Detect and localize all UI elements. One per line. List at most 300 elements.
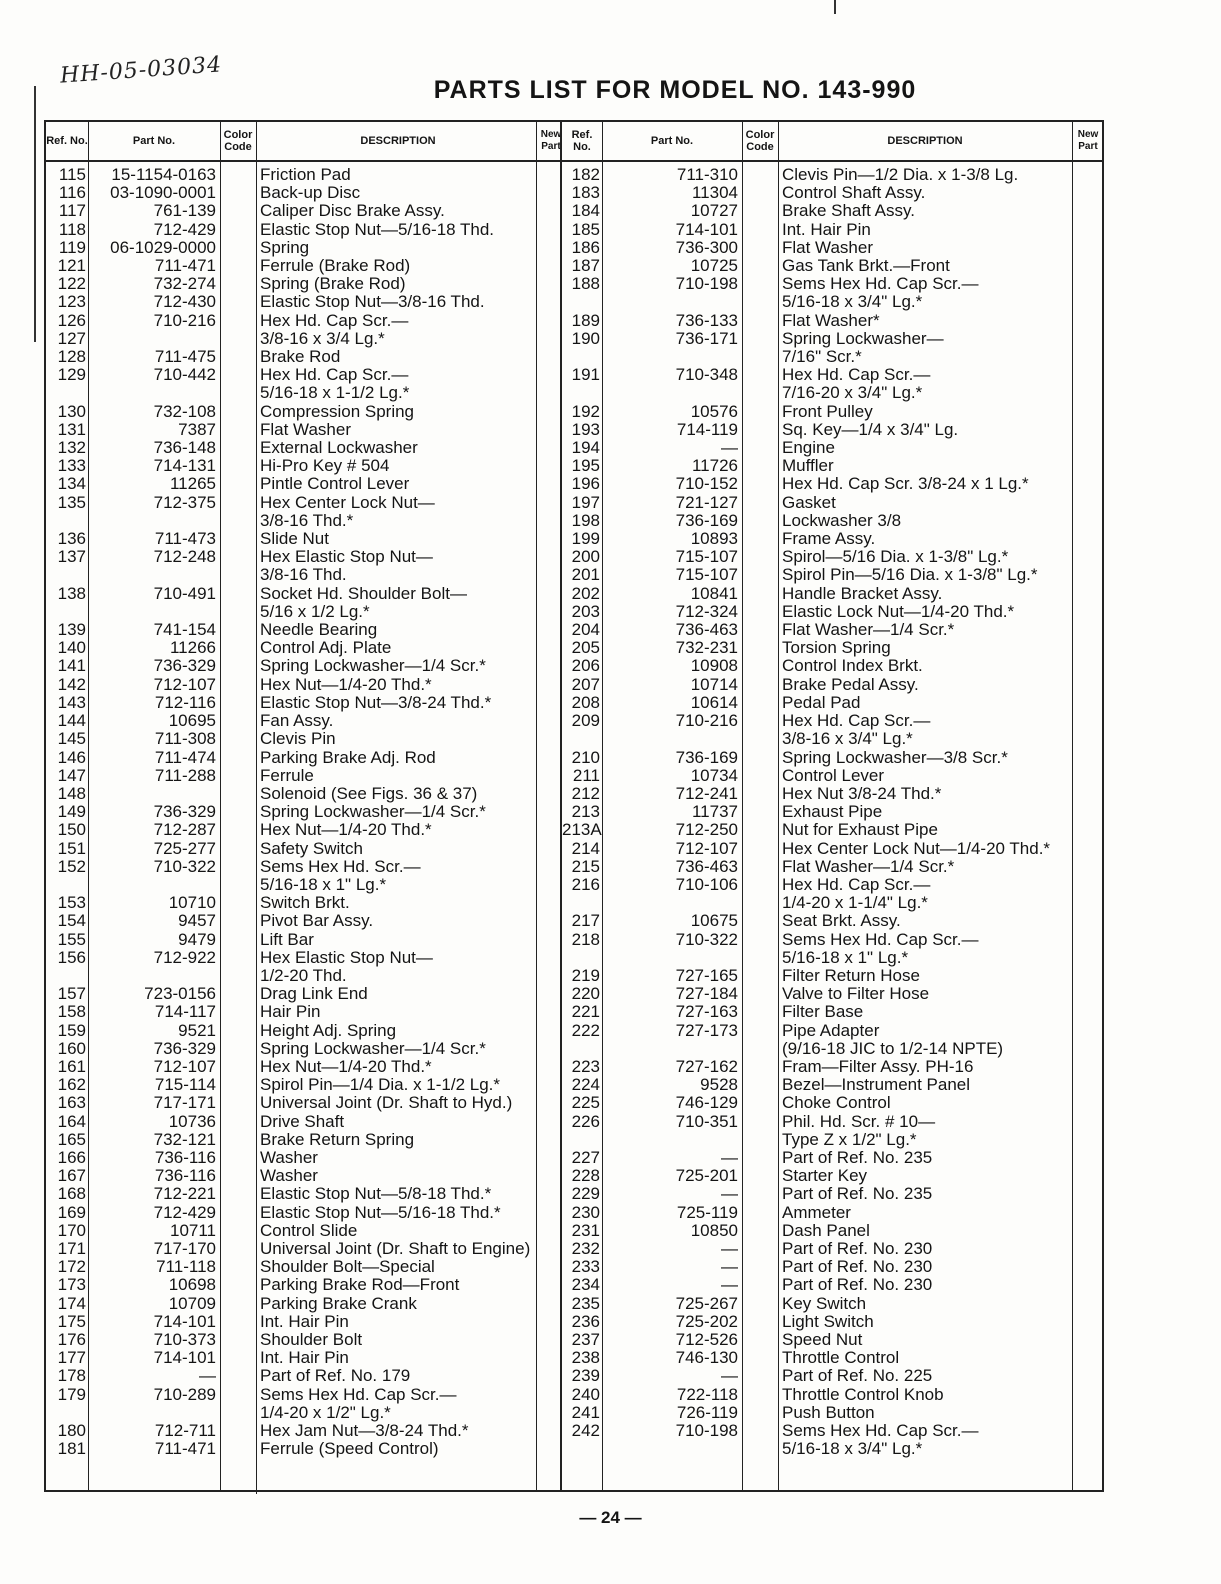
ref-cell: 225 xyxy=(571,1093,600,1113)
part-number-cell: 10695 xyxy=(168,711,216,731)
part-number-cell xyxy=(602,730,742,748)
description-cell: Ferrule xyxy=(260,765,314,785)
part-number-cell: 710-198 xyxy=(675,274,738,294)
part-number-cell: 714-131 xyxy=(153,456,216,476)
description-cell: Spring Lockwasher—1/4 Scr.* xyxy=(260,656,486,676)
table-row xyxy=(562,1276,1102,1294)
ref-cell: 230 xyxy=(571,1202,600,1222)
ref-cell xyxy=(562,384,602,402)
part-number-cell: 9521 xyxy=(178,1020,216,1040)
part-number-cell: 9457 xyxy=(178,911,216,931)
part-number-cell: 11304 xyxy=(691,183,738,203)
ref-cell xyxy=(46,967,88,985)
table-row xyxy=(46,1295,560,1313)
part-number-cell: 727-184 xyxy=(675,984,738,1004)
part-number-cell: 715-107 xyxy=(675,547,738,567)
description-cell: 5/16-18 x 1" Lg.* xyxy=(782,947,909,967)
table-row xyxy=(46,439,560,457)
part-number-cell: 715-107 xyxy=(675,565,738,585)
table-row xyxy=(562,1040,1102,1058)
part-number-cell xyxy=(88,785,220,803)
table-row xyxy=(562,840,1102,858)
part-number-cell: 11737 xyxy=(691,802,738,822)
part-number-cell: 710-198 xyxy=(675,1421,738,1441)
part-number-cell: 714-101 xyxy=(153,1348,216,1368)
description-cell: Hex Nut—1/4-20 Thd.* xyxy=(260,1056,432,1076)
description-cell: Lockwasher 3/8 xyxy=(782,510,902,530)
ref-cell xyxy=(562,293,602,311)
part-number-cell: 714-101 xyxy=(153,1311,216,1331)
ref-cell: 194 xyxy=(571,438,600,458)
description-cell: Exhaust Pipe xyxy=(782,802,883,822)
table-row xyxy=(46,639,560,657)
part-number-cell: — xyxy=(721,438,738,458)
part-number-cell: 711-308 xyxy=(154,729,216,749)
description-cell: Hex Nut—1/4-20 Thd.* xyxy=(260,674,432,694)
part-number-cell xyxy=(88,566,220,584)
ref-cell: 231 xyxy=(571,1220,600,1240)
ref-cell: 195 xyxy=(571,456,600,476)
table-row xyxy=(46,293,560,311)
part-number-cell: 727-173 xyxy=(675,1020,738,1040)
ref-cell: 175 xyxy=(57,1311,86,1331)
description-cell: Hex Hd. Cap Scr. 3/8-24 x 1 Lg.* xyxy=(782,474,1029,494)
ref-cell: 150 xyxy=(57,820,86,840)
table-row xyxy=(562,803,1102,821)
part-number-cell: 10711 xyxy=(169,1220,216,1240)
table-row xyxy=(46,1258,560,1276)
table-row xyxy=(46,1349,560,1367)
description-cell: Clevis Pin xyxy=(260,729,336,749)
ref-cell: 141 xyxy=(57,656,86,676)
description-cell: Hex Hd. Cap Scr.— xyxy=(260,310,409,330)
ref-cell: 182 xyxy=(571,165,600,184)
ref-cell: 197 xyxy=(571,492,600,512)
table-row xyxy=(46,257,560,275)
description-cell: Handle Bracket Assy. xyxy=(782,583,943,603)
table-row xyxy=(562,512,1102,530)
part-number-cell: 9528 xyxy=(700,1075,738,1095)
table-row xyxy=(562,275,1102,293)
handwritten-note: HH-05-03034 xyxy=(59,52,223,89)
table-row xyxy=(562,221,1102,239)
ref-cell xyxy=(562,894,602,912)
table-row xyxy=(46,749,560,767)
part-number-cell: 711-475 xyxy=(154,347,216,367)
table-row xyxy=(562,202,1102,220)
description-cell: Hex Center Lock Nut— xyxy=(260,492,435,512)
part-number-cell: 710-106 xyxy=(675,874,738,894)
table-row xyxy=(562,1113,1102,1131)
ref-cell: 139 xyxy=(57,620,86,640)
ref-cell: 135 xyxy=(57,492,86,512)
description-cell: Throttle Control xyxy=(782,1348,900,1368)
description-cell: Parking Brake Crank xyxy=(260,1293,417,1313)
description-cell: 3/8-16 x 3/4" Lg.* xyxy=(782,729,913,749)
header-new-part: New Part xyxy=(540,129,562,152)
table-row xyxy=(46,221,560,239)
table-row xyxy=(46,494,560,512)
description-cell: Universal Joint (Dr. Shaft to Engine) xyxy=(260,1238,531,1258)
table-row xyxy=(562,1386,1102,1404)
table-row xyxy=(562,967,1102,985)
table-row xyxy=(562,348,1102,366)
description-cell: Hex Nut—1/4-20 Thd.* xyxy=(260,820,432,840)
table-row xyxy=(46,1276,560,1294)
part-number-cell: 727-162 xyxy=(675,1056,738,1076)
part-number-cell: — xyxy=(721,1238,738,1258)
description-cell: Gas Tank Brkt.—Front xyxy=(782,256,950,276)
ref-cell xyxy=(46,384,88,402)
ref-cell: 198 xyxy=(571,510,600,530)
part-number-cell: 711-471 xyxy=(154,256,216,276)
part-number-cell: 712-922 xyxy=(153,947,216,967)
ref-cell: 212 xyxy=(571,783,600,803)
table-row xyxy=(562,985,1102,1003)
table-row xyxy=(46,348,560,366)
table-row xyxy=(46,548,560,566)
ref-cell xyxy=(46,876,88,894)
table-row xyxy=(46,621,560,639)
table-row xyxy=(46,840,560,858)
table-row xyxy=(562,1003,1102,1021)
part-number-cell: 711-118 xyxy=(156,1257,216,1277)
ref-cell: 155 xyxy=(57,929,86,949)
table-row xyxy=(46,1204,560,1222)
ref-cell: 211 xyxy=(572,765,600,785)
ref-cell: 218 xyxy=(571,929,600,949)
part-number-cell: 726-119 xyxy=(676,1402,738,1422)
part-number-cell: 736-329 xyxy=(153,656,216,676)
part-number-cell: 727-163 xyxy=(675,1002,738,1022)
part-number-cell: 717-170 xyxy=(153,1238,216,1258)
table-row xyxy=(46,1240,560,1258)
part-number-cell: 712-287 xyxy=(153,820,216,840)
table-row xyxy=(46,803,560,821)
description-cell: Key Switch xyxy=(782,1293,867,1313)
description-cell: Washer xyxy=(260,1166,318,1186)
ref-cell: 117 xyxy=(58,201,86,221)
table-row xyxy=(46,694,560,712)
ref-cell: 181 xyxy=(57,1439,86,1459)
part-number-cell: 10710 xyxy=(168,893,216,913)
table-row xyxy=(562,530,1102,548)
part-number-cell: 725-277 xyxy=(153,838,216,858)
table-row xyxy=(562,749,1102,767)
ref-cell: 210 xyxy=(571,747,600,767)
ref-cell: 217 xyxy=(571,911,600,931)
description-cell: Safety Switch xyxy=(260,838,363,858)
description-cell: Brake Rod xyxy=(260,347,341,367)
description-cell: Elastic Lock Nut—1/4-20 Thd.* xyxy=(782,601,1015,621)
table-row xyxy=(46,712,560,730)
description-cell: Valve to Filter Hose xyxy=(782,984,930,1004)
table-row xyxy=(46,894,560,912)
ref-cell: 167 xyxy=(57,1166,86,1186)
parts-table-left xyxy=(44,120,562,1492)
table-row xyxy=(46,1313,560,1331)
part-number-cell: 736-116 xyxy=(154,1147,216,1167)
ref-cell: 176 xyxy=(57,1330,86,1349)
table-row xyxy=(46,384,560,402)
part-number-cell: 712-430 xyxy=(153,292,216,312)
description-cell: Type Z x 1/2" Lg.* xyxy=(782,1129,917,1149)
part-number-cell: 712-241 xyxy=(675,783,738,803)
ref-cell: 213A xyxy=(562,820,602,840)
table-row xyxy=(46,1113,560,1131)
part-number-cell: 732-231 xyxy=(675,638,738,658)
table-row xyxy=(46,566,560,584)
description-cell: Hi-Pro Key # 504 xyxy=(260,456,390,476)
part-number-cell: 736-133 xyxy=(675,310,738,330)
part-number-cell: 710-491 xyxy=(153,583,216,603)
description-cell: Fram—Filter Assy. PH-16 xyxy=(782,1056,974,1076)
description-cell: Hair Pin xyxy=(260,1002,321,1022)
ref-cell: 185 xyxy=(571,219,600,239)
table-row xyxy=(562,603,1102,621)
description-cell: Brake Pedal Assy. xyxy=(782,674,919,694)
ref-cell: 116 xyxy=(58,183,86,203)
ref-cell: 159 xyxy=(57,1020,86,1040)
description-cell: 3/8-16 Thd.* xyxy=(260,510,354,530)
table-row xyxy=(562,457,1102,475)
table-row xyxy=(562,1204,1102,1222)
part-number-cell: 7387 xyxy=(178,419,216,439)
description-cell: Hex Jam Nut—3/8-24 Thd.* xyxy=(260,1421,469,1441)
part-number-cell: 712-429 xyxy=(153,1202,216,1222)
table-row xyxy=(562,239,1102,257)
description-cell: Muffler xyxy=(782,456,834,476)
table-row xyxy=(562,439,1102,457)
table-row xyxy=(46,985,560,1003)
part-number-cell: 736-329 xyxy=(153,1038,216,1058)
ref-cell: 149 xyxy=(57,802,86,822)
table-row xyxy=(562,912,1102,930)
ref-cell: 184 xyxy=(571,201,600,221)
description-cell: Part of Ref. No. 230 xyxy=(782,1275,933,1295)
header-description: DESCRIPTION xyxy=(360,135,436,147)
ref-cell: 239 xyxy=(571,1366,600,1386)
table-row xyxy=(46,949,560,967)
description-cell: Pivot Bar Assy. xyxy=(260,911,374,931)
description-cell: Hex Elastic Stop Nut— xyxy=(260,947,433,967)
table-row xyxy=(562,858,1102,876)
ref-cell: 196 xyxy=(571,474,600,494)
table-row xyxy=(562,949,1102,967)
table-row xyxy=(562,785,1102,803)
part-number-cell: 711-310 xyxy=(676,165,738,184)
table-row xyxy=(562,257,1102,275)
table-row xyxy=(46,1076,560,1094)
table-row xyxy=(562,767,1102,785)
description-cell: (9/16-18 JIC to 1/2-14 NPTE) xyxy=(782,1038,1004,1058)
part-number-cell: — xyxy=(199,1366,216,1386)
description-cell: Lift Bar xyxy=(260,929,314,949)
part-number-cell: 714-119 xyxy=(676,419,738,439)
table-row xyxy=(562,312,1102,330)
description-cell: Control Shaft Assy. xyxy=(782,183,926,203)
description-cell: Hex Nut 3/8-24 Thd.* xyxy=(782,783,942,803)
description-cell: Drag Link End xyxy=(260,984,368,1004)
description-cell: Hex Hd. Cap Scr.— xyxy=(260,365,409,385)
description-cell: Choke Control xyxy=(782,1093,891,1113)
part-number-cell: 732-108 xyxy=(153,401,216,421)
ref-cell: 138 xyxy=(57,583,86,603)
table-row xyxy=(562,1422,1102,1440)
description-cell: Spring Lockwasher—1/4 Scr.* xyxy=(260,802,486,822)
ref-cell: 166 xyxy=(57,1147,86,1167)
ref-cell: 136 xyxy=(57,529,86,549)
part-number-cell: 10893 xyxy=(690,529,738,549)
description-cell: 5/16-18 x 3/4" Lg.* xyxy=(782,292,923,312)
table-row xyxy=(562,1022,1102,1040)
parts-rows-left xyxy=(46,166,560,1458)
description-cell: Parking Brake Rod—Front xyxy=(260,1275,460,1295)
header-description: DESCRIPTION xyxy=(887,135,963,147)
ref-cell: 209 xyxy=(571,711,600,731)
part-number-cell: 9479 xyxy=(178,929,216,949)
part-number-cell: 15-1154-0163 xyxy=(111,165,216,184)
table-row xyxy=(46,166,560,184)
table-row xyxy=(562,166,1102,184)
table-row xyxy=(46,512,560,530)
ref-cell: 163 xyxy=(57,1093,86,1113)
ref-cell: 142 xyxy=(57,674,86,694)
description-cell: Part of Ref. No. 230 xyxy=(782,1238,933,1258)
part-number-cell: 03-1090-0001 xyxy=(110,183,216,203)
table-row xyxy=(562,585,1102,603)
table-row xyxy=(46,585,560,603)
table-row xyxy=(562,403,1102,421)
table-row xyxy=(46,603,560,621)
description-cell: Ammeter xyxy=(782,1202,851,1222)
part-number-cell: 746-130 xyxy=(675,1348,738,1368)
ref-cell: 144 xyxy=(57,711,86,731)
description-cell: 5/16-18 x 3/4" Lg.* xyxy=(782,1439,923,1459)
description-cell: Flat Washer* xyxy=(782,310,880,330)
ref-cell: 143 xyxy=(57,692,86,712)
part-number-cell: 10709 xyxy=(168,1293,216,1313)
ref-cell: 204 xyxy=(571,620,600,640)
ref-cell: 162 xyxy=(57,1075,86,1095)
description-cell: Spirol Pin—1/4 Dia. x 1-1/2 Lg.* xyxy=(260,1075,501,1095)
table-row xyxy=(562,621,1102,639)
ref-cell: 214 xyxy=(571,838,600,858)
table-row xyxy=(46,785,560,803)
table-row xyxy=(46,1094,560,1112)
ref-cell: 137 xyxy=(57,547,86,567)
part-number-cell: 712-107 xyxy=(675,838,738,858)
part-number-cell: 10614 xyxy=(690,692,738,712)
description-cell: 3/8-16 x 3/4 Lg.* xyxy=(260,328,385,348)
ref-cell: 177 xyxy=(57,1348,86,1368)
description-cell: Elastic Stop Nut—3/8-24 Thd.* xyxy=(260,692,492,712)
description-cell: 5/16 x 1/2 Lg.* xyxy=(260,601,370,621)
part-number-cell: 10841 xyxy=(690,583,738,603)
description-cell: Engine xyxy=(782,438,835,458)
description-cell: Spirol Pin—5/16 Dia. x 1-3/8" Lg.* xyxy=(782,565,1038,585)
ref-cell: 157 xyxy=(57,984,86,1004)
ref-cell: 158 xyxy=(57,1002,86,1022)
ref-cell xyxy=(562,1440,602,1458)
ref-cell: 147 xyxy=(57,765,86,785)
table-row xyxy=(562,639,1102,657)
ref-cell xyxy=(562,1040,602,1058)
table-row xyxy=(562,475,1102,493)
ref-cell: 130 xyxy=(57,401,86,421)
ref-cell: 234 xyxy=(571,1275,600,1295)
table-row xyxy=(46,202,560,220)
description-cell: Hex Hd. Cap Scr.— xyxy=(782,365,931,385)
table-row xyxy=(562,1240,1102,1258)
ref-cell: 191 xyxy=(571,365,600,385)
ref-cell: 206 xyxy=(571,656,600,676)
table-row xyxy=(46,821,560,839)
description-cell: Throttle Control Knob xyxy=(782,1384,944,1404)
ref-cell: 232 xyxy=(571,1238,600,1258)
table-row xyxy=(46,1040,560,1058)
ref-cell: 118 xyxy=(58,219,86,239)
ref-cell: 236 xyxy=(571,1311,600,1331)
description-cell: Part of Ref. No. 230 xyxy=(782,1257,933,1277)
ref-cell xyxy=(562,949,602,967)
part-number-cell: 710-216 xyxy=(153,310,216,330)
ref-cell: 226 xyxy=(571,1111,600,1131)
description-cell: Seat Brkt. Assy. xyxy=(782,911,901,931)
ref-cell: 228 xyxy=(571,1166,600,1186)
description-cell: Part of Ref. No. 235 xyxy=(782,1184,933,1204)
header-color: Color Code xyxy=(223,129,253,153)
description-cell: Speed Nut xyxy=(782,1330,863,1349)
ref-cell: 154 xyxy=(57,911,86,931)
ref-cell: 183 xyxy=(571,183,600,203)
ref-cell: 119 xyxy=(58,237,86,257)
description-cell: Sems Hex Hd. Cap Scr.— xyxy=(782,929,979,949)
part-number-cell: 710-373 xyxy=(153,1330,216,1349)
table-row xyxy=(46,457,560,475)
part-number-cell: 761-139 xyxy=(153,201,216,221)
description-cell: Control Slide xyxy=(260,1220,358,1240)
description-cell: Height Adj. Spring xyxy=(260,1020,397,1040)
description-cell: Filter Base xyxy=(782,1002,864,1022)
part-number-cell: 721-127 xyxy=(675,492,738,512)
table-row xyxy=(46,1003,560,1021)
ref-cell: 122 xyxy=(57,274,86,294)
description-cell: Shoulder Bolt—Special xyxy=(260,1257,435,1277)
ref-cell: 233 xyxy=(571,1257,600,1277)
table-row xyxy=(562,366,1102,384)
part-number-cell: — xyxy=(721,1147,738,1167)
description-cell: Int. Hair Pin xyxy=(260,1311,349,1331)
part-number-cell xyxy=(88,512,220,530)
description-cell: Part of Ref. No. 235 xyxy=(782,1147,933,1167)
part-number-cell: 10714 xyxy=(690,674,738,694)
part-number-cell: 10908 xyxy=(690,656,738,676)
ref-cell: 223 xyxy=(571,1056,600,1076)
table-row xyxy=(562,1295,1102,1313)
ref-cell: 169 xyxy=(57,1202,86,1222)
ref-cell xyxy=(562,348,602,366)
part-number-cell: 712-250 xyxy=(675,820,738,840)
part-number-cell xyxy=(88,1404,220,1422)
ref-cell: 126 xyxy=(57,310,86,330)
ref-cell: 173 xyxy=(57,1275,86,1295)
description-cell: Ferrule (Speed Control) xyxy=(260,1439,439,1459)
table-row xyxy=(46,530,560,548)
description-cell: Pedal Pad xyxy=(782,692,861,712)
ref-cell: 227 xyxy=(571,1147,600,1167)
ref-cell: 220 xyxy=(571,984,600,1004)
